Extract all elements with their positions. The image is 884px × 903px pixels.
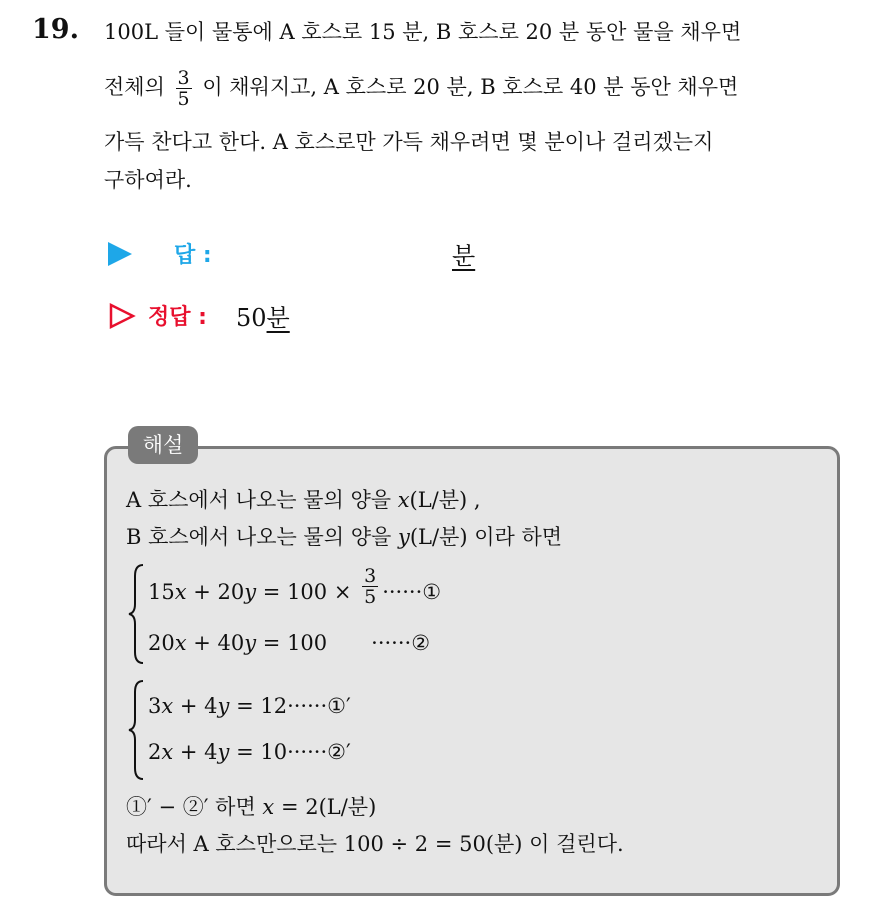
eq-rhs: = 100 [256, 631, 328, 655]
eq-coefficient: 20 [148, 631, 175, 655]
question-line-4: 구하여라. [104, 168, 192, 192]
left-brace-icon [126, 562, 146, 666]
solution-subtract-result: = 2(L/분) [274, 795, 377, 819]
solution-tab: 해설 [128, 426, 198, 464]
answer-row [108, 238, 528, 272]
question-number: 19. [32, 14, 79, 45]
eq-rhs: = 10······②′ [229, 740, 351, 764]
variable-y: y [217, 740, 230, 764]
eq-coefficient: 15 [148, 580, 175, 604]
system-1-equation-2 [148, 631, 430, 655]
question-line-3: 가득 찬다고 한다. A 호스로만 가득 채우려면 몇 분이나 걸리겠는지 [104, 130, 714, 154]
question-line-2-after: 이 채워지고, A 호스로 20 분, B 호스로 40 분 동안 채우면 [202, 75, 739, 99]
solution-line-1-text: A 호스에서 나오는 물의 양을 [126, 488, 392, 512]
eq-coefficient: + 20 [186, 580, 245, 604]
solution-line-2-unit: (L/분) 이라 하면 [409, 525, 563, 549]
fraction-numerator: 3 [364, 565, 377, 587]
eq-label: ······① [382, 580, 442, 604]
question-line-2 [104, 68, 738, 109]
correct-answer-label: 정답 : [148, 305, 207, 330]
left-brace-icon [126, 678, 146, 782]
fraction-three-fifths [176, 68, 192, 109]
solution-line-2-text: B 호스에서 나오는 물의 양을 [126, 525, 392, 549]
eq-rhs: = 100 × [256, 580, 359, 604]
system-1-equation-1 [148, 565, 442, 608]
eq-label: ······② [371, 631, 431, 655]
outline-triangle-icon [108, 302, 136, 330]
solution-line-1 [126, 485, 481, 515]
system-2-equation-1 [148, 694, 351, 718]
variable-y: y [217, 694, 230, 718]
variable-y: y [244, 631, 257, 655]
correct-answer-unit: 분 [266, 304, 290, 332]
eq-coefficient: + 4 [173, 740, 218, 764]
fraction-three-fifths [362, 566, 378, 607]
variable-x: x [262, 795, 275, 819]
play-triangle-icon [108, 242, 132, 266]
solution-line-1-unit: (L/분) , [409, 488, 481, 512]
fraction-numerator: 3 [177, 67, 190, 89]
system-2-equation-2 [148, 740, 351, 764]
variable-x: x [161, 694, 174, 718]
question-line-2-before: 전체의 [104, 75, 165, 99]
correct-answer-value [236, 298, 290, 333]
variable-x: x [161, 740, 174, 764]
solution-subtract-text: ①′ − ②′ 하면 [126, 795, 256, 819]
answer-unit: 분 [452, 242, 476, 270]
solution-line-subtract [126, 792, 376, 822]
eq-coefficient: + 4 [173, 694, 218, 718]
question-line-1: 100L 들이 물통에 A 호스로 15 분, B 호스로 20 분 동안 물을 채우면 [104, 20, 742, 44]
correct-answer-row [108, 300, 368, 334]
eq-coefficient: 2 [148, 740, 162, 764]
eq-rhs: = 12······①′ [229, 694, 351, 718]
fraction-denominator: 5 [364, 586, 377, 608]
variable-x: x [174, 580, 187, 604]
solution-line-2 [126, 522, 562, 552]
variable-x: x [397, 488, 410, 512]
variable-y: y [397, 525, 410, 549]
eq-coefficient: + 40 [186, 631, 245, 655]
eq-coefficient: 3 [148, 694, 162, 718]
variable-x: x [174, 631, 187, 655]
correct-answer-number: 50 [236, 304, 267, 332]
equation-system-2 [126, 678, 526, 782]
equation-system-1 [126, 562, 526, 666]
fraction-denominator: 5 [177, 88, 190, 110]
variable-y: y [244, 580, 257, 604]
answer-label: 답 : [174, 243, 212, 268]
solution-line-final: 따라서 A 호스만으로는 100 ÷ 2 = 50(분) 이 걸린다. [126, 832, 624, 856]
